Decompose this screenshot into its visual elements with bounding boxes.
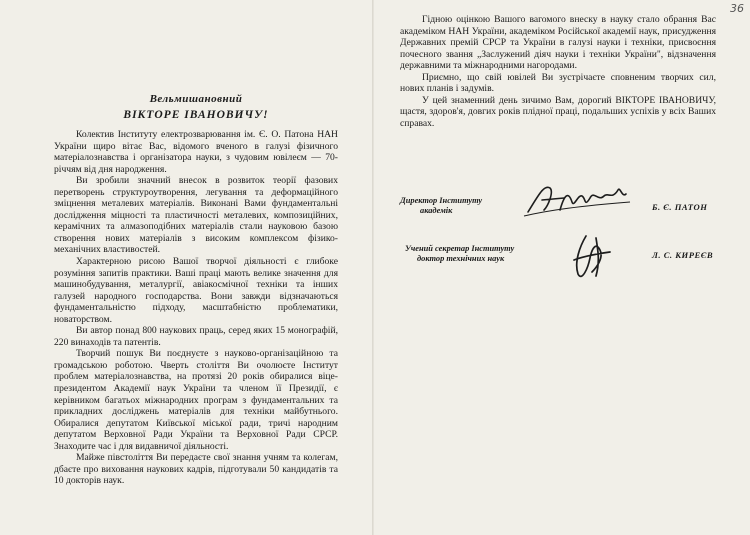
left-paragraph: Характерною рисою Вашої творчої діяльності є глибоке розуміння запитів практики. Ваші праці мають велике значення для машинобудування, металургії, авіакосмічної техніки та інших галузей народного господарства. Вони завжди відзначаються фундаментальністю підходу, масштабністю проблематики, новаторством. bbox=[54, 256, 338, 325]
signature-kireev bbox=[566, 232, 616, 284]
left-page bbox=[54, 92, 338, 487]
right-page bbox=[400, 14, 716, 129]
left-paragraph: Майже півстоліття Ви передаєте свої знання учням та колегам, дбаєте про виховання наукових кадрів, підготували 50 кандидатів та 10 докторів наук. bbox=[54, 452, 338, 487]
right-paragraph: Приємно, що свій ювілей Ви зустрічаєте сповненим творчих сил, нових планів і задумів. bbox=[400, 71, 716, 95]
left-paragraph: Колектив Інституту електрозварювання ім. Є. О. Патона НАН України щиро вітає Вас, відомого вченого в галузі фізичного матеріалознавства і організатора науки, з чудовим ювілеєм — 70-річчям від дня народження. bbox=[54, 129, 338, 175]
left-paragraph: Ви зробили значний внесок в розвиток теорії фазових перетворень структуроутворення, легування та деформаційного зміцнення металевих матеріалів. Виконані Вами фундаментальні дослідження міцності та пластичності металевих, композиційних, керамічних та алмазоподібних матеріалів стали науковою базою створення нових матеріалів з високим комплексом фізико-механічних властивостей. bbox=[54, 175, 338, 256]
signatory-1-name: Б. Є. ПАТОН bbox=[652, 202, 708, 212]
page-number: 36 bbox=[730, 2, 744, 15]
signature-paton bbox=[520, 176, 640, 220]
right-paragraph: Гідною оцінкою Вашого вагомого внеску в науку стало обрання Вас академіком НАН України, академіком Російської академії наук, присудження Державних премій СРСР та України в галузі науки і техніки, присвоєння почесного звання „Заслужений діяч науки і техніки України", відзначення державними та міжнародними нагородами. bbox=[400, 14, 716, 72]
signatory-2-name: Л. С. КИРЕЄВ bbox=[652, 250, 714, 260]
signatory-1-title: Директор Інституту академік bbox=[400, 196, 483, 215]
salutation-line-2: ВІКТОРЕ ІВАНОВИЧУ! bbox=[123, 109, 269, 121]
salutation-line-1: Вельмишановний bbox=[149, 93, 243, 105]
left-paragraph: Творчий пошук Ви поєднуєте з науково-організаційною та громадською роботою. Чверть століття Ви очолюєте Інститут проблем матеріалознавства, на протязі 20 років обиралися віце-президентом Академії наук України та членом її Президії, є керівником багатьох міжнародних програм з фундаментальних та прикладних досліджень матеріалів для техніки майбутнього. Обиралися депутатом Київської міської ради, тричі народним депутатом Верховної Ради України та Верховної Ради СРСР. Знаходите час і для видавничої діяльності. bbox=[54, 348, 338, 452]
signatory-2-title: Учений секретар Інституту доктор технічних наук bbox=[405, 244, 515, 263]
page-fold bbox=[372, 0, 374, 535]
left-paragraph: Ви автор понад 800 наукових праць, серед яких 15 монографій, 220 винаходів та патентів. bbox=[54, 325, 338, 348]
right-paragraph: У цей знаменний день зичимо Вам, дорогий ВІКТОРЕ ІВАНОВИЧУ, щастя, здоров'я, довгих років плідної праці, подальших успіхів у всіх Ваших справах. bbox=[400, 94, 716, 129]
